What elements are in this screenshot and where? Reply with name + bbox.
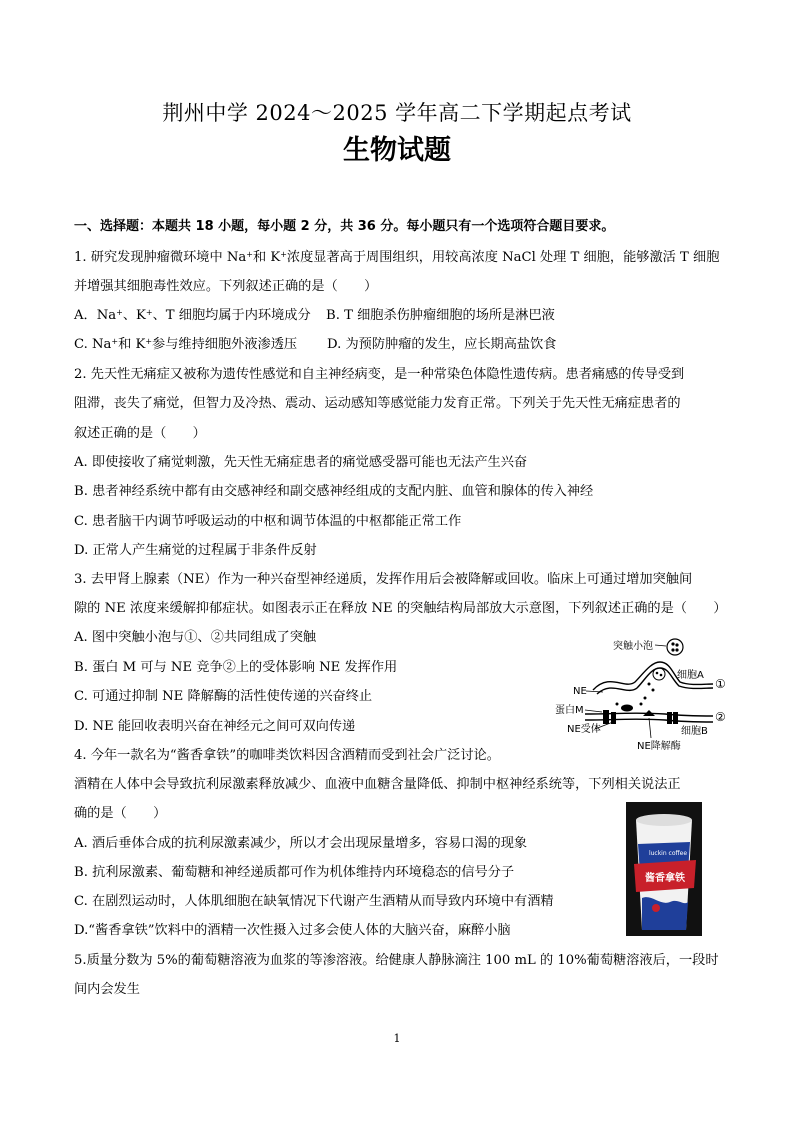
- q3-stem-line2: 隙的 NE 浓度来缓解抑郁症状。如图表示正在释放 NE 的突触结构局部放大示意图，下列叙述正确的是（ ）: [74, 601, 727, 616]
- synapse-diagram: [555, 632, 735, 757]
- label-2: ②: [715, 710, 726, 724]
- subject-title: 生物试题: [343, 135, 451, 166]
- q3-option-a: A. 图中突触小泡与①、②共同组成了突触: [74, 630, 317, 645]
- q1-option-c-part: C. Na: [74, 337, 112, 352]
- protein-m-shape: [603, 710, 609, 724]
- exam-title: 荆州中学 2024～2025 学年高二下学期起点考试: [162, 101, 632, 125]
- q3-stem-line1: 3. 去甲肾上腺素（NE）作为一种兴奋型神经递质，发挥作用后会被降解或回收。临床上可通过增加突触间: [74, 572, 693, 587]
- label-1: ①: [715, 677, 726, 691]
- label-vesicle: 突触小泡: [613, 641, 653, 652]
- q1-option-c: [74, 337, 297, 352]
- label-ne: NE: [573, 686, 587, 697]
- section-heading: 一、选择题：本题共 18 小题，每小题 2 分，共 36 分。每小题只有一个选项符合题目要求。: [74, 219, 615, 234]
- q4-stem-line3: 确的是（ ）: [74, 806, 167, 821]
- label-cell-b: 细胞B: [681, 726, 708, 737]
- q3-option-d: D. NE 能回收表明兴奋在神经元之间可双向传递: [74, 719, 356, 734]
- q1-option-c-part: 和 K: [118, 337, 146, 352]
- sup-plus: +: [246, 250, 253, 259]
- q2-stem-line1: 2. 先天性无痛症又被称为遗传性感觉和自主神经病变，是一种常染色体隐性遗传病。患者痛感的传导受到: [74, 367, 685, 382]
- q4-option-a: A. 酒后垂体合成的抗利尿激素减少，所以才会出现尿量增多，容易口渴的现象: [74, 836, 528, 851]
- q1-option-a-part: A．Na: [74, 308, 117, 323]
- q2-option-a: A. 即使接收了痛觉刺激，先天性无痛症患者的痛觉感受器可能也无法产生兴奋: [74, 455, 528, 470]
- cup-product: 酱香拿铁: [645, 873, 685, 884]
- sup-plus: +: [145, 337, 153, 346]
- q1-option-a-part: 、T 细胞均属于内环境成分: [152, 308, 311, 323]
- q1-stem-line1: [74, 249, 719, 267]
- q5-stem-line1: 5.质量分数为 5%的葡萄糖溶液为血浆的等渗溶液。给健康人静脉滴注 100 mL 的 10%葡萄糖溶液后，一段时: [74, 953, 719, 968]
- q4-option-b: B. 抗利尿激素、葡萄糖和神经递质都可作为机体维持内环境稳态的信号分子: [74, 865, 515, 880]
- q1-option-c-part: 参与维持细胞外液渗透压: [152, 337, 298, 352]
- q2-option-c: C. 患者脑干内调节呼吸运动的中枢和调节体温的中枢都能正常工作: [74, 514, 462, 529]
- q4-stem-line2: 酒精在人体中会导致抗利尿激素释放减少、血液中血糖含量降低、抑制中枢神经系统等，下列相关说法正: [74, 777, 681, 792]
- q1-text-c: 浓度显著高于周围组织，用较高浓度 NaCl 处理 T 细胞，能够激活 T 细胞: [286, 250, 720, 265]
- sup-plus: +: [111, 337, 119, 346]
- q2-option-d: D. 正常人产生痛觉的过程属于非条件反射: [74, 543, 317, 558]
- sup-plus: +: [280, 250, 287, 259]
- q1-option-b: B. T 细胞杀伤肿瘤细胞的场所是淋巴液: [326, 308, 555, 323]
- q1-option-a-part: 、K: [122, 308, 146, 323]
- ne-receptor-shape: [621, 705, 633, 712]
- page-number: 1: [393, 1032, 401, 1045]
- q3-option-c: C. 可通过抑制 NE 降解酶的活性使传递的兴奋终止: [74, 689, 373, 704]
- q4-stem-line1: 4. 今年一款名为“酱香拿铁”的咖啡类饮料因含酒精而受到社会广泛讨论。: [74, 748, 500, 763]
- vesicle-shape: [667, 639, 683, 655]
- q5-stem-line2: 间内会发生: [74, 982, 140, 997]
- q4-option-d: D.“酱香拿铁”饮料中的酒精一次性摄入过多会使人体的大脑兴奋，麻醉小脑: [74, 923, 511, 938]
- q2-option-b: B. 患者神经系统中都有由交感神经和副交感神经组成的支配内脏、血管和腺体的传入神经: [74, 484, 594, 499]
- cup-brand: luckin coffee: [648, 850, 688, 857]
- q3-option-b: B. 蛋白 M 可与 NE 竞争②上的受体影响 NE 发挥作用: [74, 660, 398, 675]
- q1-option-d: D. 为预防肿瘤的发生，应长期高盐饮食: [327, 337, 557, 352]
- sup-plus: +: [116, 308, 123, 317]
- q1-text-b: 和 K: [252, 250, 281, 265]
- label-ne-enzyme: NE降解酶: [637, 741, 681, 752]
- coffee-cup-photo: [626, 802, 702, 936]
- q2-stem-line3: 叙述正确的是（ ）: [74, 426, 206, 441]
- q4-option-c: C. 在剧烈运动时，人体肌细胞在缺氧情况下代谢产生酒精从而导致内环境中有酒精: [74, 894, 554, 909]
- label-protein-m: 蛋白M: [555, 705, 584, 716]
- q1-option-row2: [74, 336, 557, 354]
- q2-stem-line2: 阻滞，丧失了痛觉，但智力及冷热、震动、运动感知等感觉能力发育正常。下列关于先天性无痛症患者的: [74, 396, 681, 411]
- q1-option-row1: [74, 307, 555, 325]
- label-ne-receptor: NE受体: [567, 724, 601, 735]
- q1-text-a: 1. 研究发现肿瘤微环境中 Na: [74, 250, 247, 265]
- label-cell-a: 细胞A: [677, 670, 704, 681]
- q1-option-a: [74, 308, 311, 323]
- sup-plus: +: [145, 308, 153, 317]
- q1-stem-line2: 并增强其细胞毒性效应。下列叙述正确的是（ ）: [74, 279, 378, 294]
